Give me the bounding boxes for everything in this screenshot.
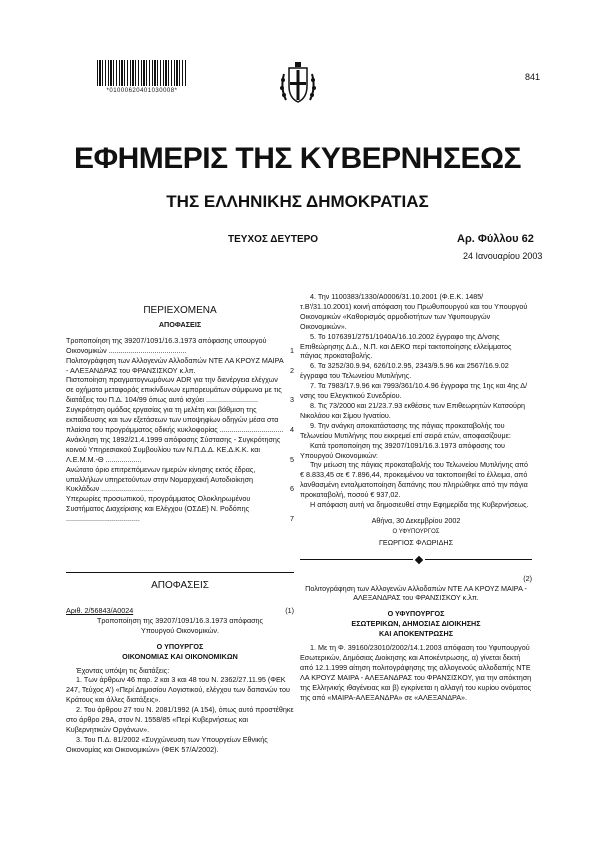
minister-heading: Ο ΥΦΥΠΟΥΡΓΟΣ [387,609,445,619]
paragraph: Την μείωση της πάγιας προκαταβολής του Τελωνείου Μυτιλήνης από € 8.833,45 σε € 7.896,44, προκειμένου να τακτοποιηθεί το έλλειμα, από λανθασμένη ενταλματοποίηση δαπάνης που πληρώθηκε από την πάγια προκαταβολή, ποσού € 937,02. [300,460,529,500]
gazette-subtitle: ΤΗΣ ΕΛΛΗΝΙΚΗΣ ΔΗΜΟΚΡΑΤΙΑΣ [166,192,429,211]
ministry-name: ΟΙΚΟΝΟΜΙΑΣ ΚΑΙ ΟΙΚΟΝΟΜΙΚΩΝ [122,651,238,661]
toc-item: Υπερωρίες προσωπικού, προγράμματος Ολοκληρωμένου Συστήματος Διαχείρισης και Ελέγχου (ΟΣΔΕ) Ν. Ροδόπης ..................................... 7 [66,494,294,524]
table-of-contents [66,306,294,524]
paragraph: 2. Του άρθρου 27 του Ν. 2081/1992 (Α 154), όπως αυτό προστέθηκε στο άρθρο 29Α, στον Ν. 1558/85 «Περί Κυβερνήσεως και Κυβερνητικών Οργάνων». [66,705,294,734]
divider [66,572,294,573]
decision-2-number: (2) [523,573,532,583]
issue-date: 24 Ιανουαρίου 2003 [463,251,543,261]
decision-separator [300,554,532,566]
toc-item: Ανώτατο όριο επιτρεπόμενων ημερών κίνησης εκτός έδρας, υπαλλήλων υπηρετούντων στην Νομαρχιακή Αυτοδιοίκηση Κυκλάδων .......................... 6 [66,464,294,494]
toc-section-title: ΑΠΟΦΑΣΕΙΣ [158,319,202,329]
signer-name: ΓΕΩΡΓΙΟΣ ΦΛΩΡΙΔΗΣ [378,537,454,547]
signer-role: Ο ΥΦΥΠΟΥΡΓΟΣ [392,528,440,535]
toc-item: Ανάκληση της 1892/21.4.1999 απόφασης Σύστασης - Συγκρότησης κοινού Υπηρεσιακού Συμβουλίου των Ν.Π.Δ.Δ. ΚΕ.Δ.Κ.Κ. και Λ.Ε.Μ.Μ.-Θ .................. 5 [66,434,294,464]
decision-1-title: Τροποποίηση της 39207/1091/16.3.1973 απόφασης Υπουργού Οικονομικών. [96,615,264,635]
diamond-icon [415,555,423,563]
toc-item: Πολιτογράφηση των Αλλογενών Αλλοδαπών ΝΤΕ ΛΑ ΚΡΟΥΖ ΜΑΙΡΑ - ΑΛΕΞΑΝΔΡΑΣ του ΦΡΑΝΣΙΣΚΟΥ κ.λπ. 2 [66,355,294,375]
paragraph: 6. Τα 3252/30.9.94, 626/10.2.95, 2343/9.5.96 και 2567/16.9.02 έγγραφα του Τελωνείου Μυτιλήνης. [300,361,509,381]
place-date: Αθήνα, 30 Δεκεμβρίου 2002 [371,515,461,525]
gazette-title: ΕΦΗΜΕΡΙΣ ΤΗΣ ΚΥΒΕΡΝΗΣΕΩΣ [73,142,522,175]
paragraph: 1. Με τη Φ. 39160/23010/2002/14.1.2003 απόφαση του Υφυπουργού Εσωτερικών, Δημόσιας Διοίκησης και Αποκέντρωσης, α) γίνεται δεκτή από 12.1.1999 αίτηση πολιτογράφησης της αλλογενούς αλλοδαπής ΝΤΕ ΛΑ ΚΡΟΥΖ ΜΑΙΡΑ - ΑΛΕΞΑΝΔΡΑΣ του ΦΡΑΝΣΙΣΚΟΥ, για την απόκτηση της Ελληνικής ιθαγένειας και β) εγκρίνεται η αλλαγή του κυρίου ονόματος της από «ΜΑΙΡΑ-ΑΛΕΞΑΝΔΡΑ» σε «ΑΛΕΞΑΝΔΡΑ». [300,643,532,702]
decision-1-right [300,292,532,703]
toc-item: Πιστοποίηση πραγματογνωμόνων ADR για την διενέργεια ελέγχων σε οχήματα μεταφοράς επικίνδυνων εμπορευμάτων σύμφωνα με τις διατάξεις του Π.Δ. 104/99 όπως αυτό ισχύει .......................... 3 [66,375,294,405]
toc-heading: ΠΕΡΙΕΧΟΜΕΝΑ [143,305,217,316]
paragraph: 5. Το 1076391/2751/1040Α/16.10.2002 έγγραφο της Δ/νσης Επιθεώρησης Δ.Δ., Ν.Π. και ΔΕΚΟ περί τακτοποίησης ελλείμματος πάγιας προκαταβολής. [300,331,512,361]
decision-1-number: (1) [285,606,294,615]
issue-type: ΤΕΥΧΟΣ ΔΕΥΤΕΡΟ [228,234,319,245]
decision-2-title: Πολιτογράφηση των Αλλογενών Αλλοδαπών ΝΤΕ ΛΑ ΚΡΟΥΖ ΜΑΙΡΑ - ΑΛΕΞΑΝΔΡΑΣ του ΦΡΑΝΣΙΣΚΟΥ κ.λπ. [305,583,527,603]
paragraph: 1. Των άρθρων 46 παρ. 2 και 3 και 48 του Ν. 2362/27.11.95 (ΦΕΚ 247, Τεύχος Α') «Περί Δημοσίου Λογιστικού, ελέγχου των δαπανών του Κράτους και άλλες διατάξεις». [66,675,290,705]
paragraph: 7. Τα 7983/17.9.96 και 7993/361/10.4.96 έγγραφα της 1ης και 4ης Δ/νσης του Ελεγκτικού Συνεδρίου. [300,381,528,401]
paragraph: 8. Τις 73/2000 και 21/23.7.93 εκθέσεις των Επιθεωρητών Κατσούρη Νικολάου και Σίμου Ιγνατίου. [300,400,526,420]
decisions-header [66,572,294,591]
ministry-name: ΕΣΩΤΕΡΙΚΩΝ, ΔΗΜΟΣΙΑΣ ΔΙΟΙΚΗΣΗΣ [351,619,481,629]
paragraph: 3. Του Π.Δ. 81/2002 «Συγχώνευση των Υπουργείων Εθνικής Οικονομίας και Οικονομικών» (ΦΕΚ 57/Α/2002). [66,734,268,754]
barcode-number: *01000620401030008* [106,88,178,94]
decision-1-ref: Αριθ. 2/56843/Α0024 [66,606,134,615]
intro-text: Έχοντας υπόψη τις διατάξεις: [76,665,170,675]
greek-coat-of-arms-icon [276,60,320,110]
barcode [97,60,187,86]
decision-1-left [66,606,294,755]
minister-heading: Ο ΥΠΟΥΡΓΟΣ [156,641,204,651]
issue-number: Αρ. Φύλλου 62 [457,233,534,245]
decisions-heading: ΑΠΟΦΑΣΕΙΣ [151,580,209,591]
toc-item: Συγκρότηση ομάδας εργασίας για τη μελέτη και βάθμιση της εκπαίδευσης και των εξετάσεων των υποψηφίων οδηγών μέσα στα πλαίσια του προγράμματος οδικής κυκλοφορίας ................................ 4 [66,405,294,434]
paragraph: 4. Την 1100383/1330/Α0006/31.10.2001 (Φ.Ε.Κ. 1485/τ.Β'/31.10.2001) κοινή απόφαση του Πρωθυπουργού και του Υπουργού Οικονομικών «Καθορισμός αρμοδιοτήτων των Υφυπουργών Οικονομικών». [300,292,528,331]
paragraph: Η απόφαση αυτή να δημοσιευθεί στην Εφημερίδα της Κυβερνήσεως. [310,500,529,510]
paragraph: Κατά τροποποίηση της 39207/1091/16.3.1973 απόφασης του Υπουργού Οικονομικών: [300,440,505,460]
paragraph: 9. Την ανάγκη αποκατάστασης της πάγιας προκαταβολής του Τελωνείου Μυτιλήνης που εκκρεμεί επί σειρά ετών, αποφασίζουμε: [300,420,511,440]
toc-item: Τροποποίηση της 39207/1091/16.3.1973 απόφασης υπουργού Οικονομικών ....................................... 1 [66,335,294,355]
ministry-name: ΚΑΙ ΑΠΟΚΕΝΤΡΩΣΗΣ [378,629,454,639]
page-number: 841 [525,72,541,82]
